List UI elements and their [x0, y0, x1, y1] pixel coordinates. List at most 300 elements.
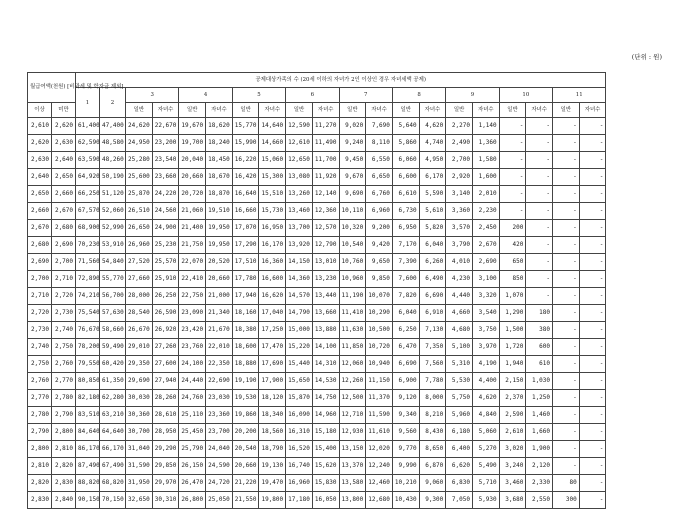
tax-amount-cell: - [553, 152, 580, 169]
tax-amount-cell: - [579, 169, 606, 186]
wage-range-cell: 2,670 [28, 220, 52, 237]
tax-amount-cell: 1,070 [499, 288, 526, 305]
tax-amount-cell: - [526, 288, 553, 305]
tax-amount-cell: 9,200 [366, 220, 393, 237]
wage-range-cell: 2,760 [52, 356, 76, 373]
tax-amount-cell: 15,620 [312, 458, 339, 475]
tax-amount-cell: 380 [526, 322, 553, 339]
tax-amount-cell: 78,200 [76, 339, 100, 356]
tax-amount-cell: - [526, 169, 553, 186]
wage-range-cell: 2,620 [28, 135, 52, 152]
tax-amount-cell: 20,040 [179, 152, 206, 169]
table-row [28, 407, 660, 424]
tax-amount-cell: - [553, 186, 580, 203]
tax-amount-cell: 15,300 [259, 169, 286, 186]
tax-amount-cell: 16,960 [286, 475, 313, 492]
tax-amount-cell: 13,080 [286, 169, 313, 186]
sub-header-general: 일반 [286, 103, 313, 118]
tax-amount-cell: 12,610 [286, 135, 313, 152]
tax-amount-cell: 20,660 [179, 169, 206, 186]
tax-amount-cell: 12,060 [339, 356, 366, 373]
tax-amount-cell: 6,250 [392, 322, 419, 339]
tax-amount-cell: 21,060 [179, 203, 206, 220]
tax-amount-cell: 5,530 [446, 373, 473, 390]
tax-amount-cell: 22,410 [179, 271, 206, 288]
tax-amount-cell: 13,010 [312, 254, 339, 271]
tax-amount-cell: 12,790 [312, 237, 339, 254]
tax-amount-cell: 18,790 [259, 441, 286, 458]
tax-amount-cell: 1,600 [472, 169, 499, 186]
tax-amount-cell: 18,120 [259, 390, 286, 407]
tax-amount-cell: 180 [526, 305, 553, 322]
family-col-3: 3 [126, 88, 179, 103]
tax-amount-cell: 82,180 [76, 390, 100, 407]
tax-amount-cell: 31,950 [126, 475, 153, 492]
tax-amount-cell: 3,750 [472, 322, 499, 339]
tax-amount-cell: 5,820 [419, 220, 446, 237]
tax-amount-cell: 62,280 [100, 390, 126, 407]
tax-amount-cell: 7,820 [392, 288, 419, 305]
tax-amount-cell: 59,490 [100, 339, 126, 356]
tax-amount-cell: - [579, 373, 606, 390]
tax-amount-cell: 13,920 [286, 237, 313, 254]
tax-amount-cell: 21,670 [206, 322, 233, 339]
wage-range-cell: 2,810 [28, 458, 52, 475]
tax-amount-cell: 10,540 [339, 237, 366, 254]
tax-amount-cell: 6,950 [392, 220, 419, 237]
tax-amount-cell: 15,440 [286, 356, 313, 373]
tax-amount-cell: 6,170 [419, 169, 446, 186]
tax-amount-cell: - [553, 305, 580, 322]
family-col-5: 5 [232, 88, 285, 103]
table-row [28, 492, 660, 509]
tax-amount-cell: 12,590 [286, 118, 313, 135]
sub-header-child: 자녀수 [152, 103, 179, 118]
sub-header-general: 일반 [553, 103, 580, 118]
tax-amount-cell: 1,500 [499, 322, 526, 339]
tax-amount-cell: 26,670 [126, 322, 153, 339]
tax-amount-cell: 51,120 [100, 186, 126, 203]
tax-amount-cell: - [499, 169, 526, 186]
tax-amount-cell: 7,560 [419, 356, 446, 373]
tax-amount-cell: 14,960 [312, 407, 339, 424]
tax-amount-cell: 15,400 [312, 441, 339, 458]
tax-amount-cell: 20,720 [179, 186, 206, 203]
wage-range-cell: 2,690 [52, 237, 76, 254]
tax-amount-cell: 14,360 [286, 271, 313, 288]
tax-amount-cell: 22,690 [206, 373, 233, 390]
family-col-1: 1 [76, 88, 100, 118]
tax-amount-cell: 25,050 [206, 492, 233, 509]
tax-amount-cell: 66,250 [76, 186, 100, 203]
tax-amount-cell: 12,570 [312, 220, 339, 237]
tax-amount-cell: 24,720 [206, 475, 233, 492]
tax-amount-cell: - [553, 237, 580, 254]
tax-amount-cell: 2,230 [472, 203, 499, 220]
family-col-11: 11 [553, 88, 606, 103]
tax-amount-cell: 13,370 [339, 458, 366, 475]
tax-amount-cell: 6,060 [392, 152, 419, 169]
tax-amount-cell: 15,730 [259, 203, 286, 220]
wage-range-cell: 2,680 [52, 220, 76, 237]
sub-header-child: 자녀수 [579, 103, 606, 118]
tax-amount-cell: 6,040 [392, 305, 419, 322]
tax-amount-cell: 12,710 [339, 407, 366, 424]
tax-amount-cell: 6,260 [419, 254, 446, 271]
wage-range-cell: 2,740 [52, 322, 76, 339]
tax-amount-cell: 24,900 [152, 220, 179, 237]
tax-amount-cell: 9,300 [419, 492, 446, 509]
tax-amount-cell: 15,870 [286, 390, 313, 407]
table-row [28, 135, 660, 152]
tax-amount-cell: 2,270 [446, 118, 473, 135]
tax-amount-cell: 12,240 [366, 458, 393, 475]
tax-amount-cell: 31,590 [126, 458, 153, 475]
tax-amount-cell: 9,670 [339, 169, 366, 186]
family-col-7: 7 [339, 88, 392, 103]
tax-amount-cell: - [526, 220, 553, 237]
tax-amount-cell: 21,000 [206, 288, 233, 305]
tax-amount-cell: 11,410 [339, 305, 366, 322]
tax-amount-cell: 6,490 [419, 271, 446, 288]
tax-amount-cell: 18,340 [259, 407, 286, 424]
tax-amount-cell: 9,240 [339, 135, 366, 152]
tax-amount-cell: 20,520 [206, 254, 233, 271]
tax-amount-cell: 20,540 [232, 441, 259, 458]
tax-amount-cell: 4,840 [472, 407, 499, 424]
tax-amount-cell: 17,900 [259, 373, 286, 390]
tax-amount-cell: - [579, 220, 606, 237]
tax-amount-cell: 11,610 [366, 424, 393, 441]
tax-amount-cell: 17,070 [232, 220, 259, 237]
tax-amount-cell: 13,700 [286, 220, 313, 237]
tax-amount-cell: 64,640 [100, 424, 126, 441]
wage-range-cell: 2,830 [52, 475, 76, 492]
family-count-header: 공제대상가족의 수 (20세 이하의 자녀가 2인 이상인 경우 자녀세액 공제) [76, 73, 606, 88]
tax-amount-cell: 6,690 [419, 288, 446, 305]
tax-amount-cell: 2,610 [499, 424, 526, 441]
tax-amount-cell: 80 [553, 475, 580, 492]
table-row [28, 356, 660, 373]
tax-amount-cell: 14,640 [259, 118, 286, 135]
tax-amount-cell: 18,450 [206, 152, 233, 169]
tax-amount-cell: 32,650 [126, 492, 153, 509]
tax-amount-cell: 15,770 [232, 118, 259, 135]
tax-amount-cell: 29,970 [152, 475, 179, 492]
tax-amount-cell: 10,430 [392, 492, 419, 509]
family-col-10: 10 [499, 88, 552, 103]
family-col-4: 4 [179, 88, 232, 103]
tax-amount-cell: 25,790 [179, 441, 206, 458]
max-header: 미만 [52, 103, 76, 118]
tax-amount-cell: 3,970 [472, 339, 499, 356]
tax-amount-cell: 24,590 [206, 458, 233, 475]
tax-amount-cell: 17,940 [232, 288, 259, 305]
tax-amount-cell: - [579, 441, 606, 458]
table-row [28, 339, 660, 356]
tax-amount-cell: 16,090 [286, 407, 313, 424]
tax-amount-cell: 4,740 [419, 135, 446, 152]
tax-amount-cell: 420 [499, 237, 526, 254]
wage-range-cell: 2,750 [28, 356, 52, 373]
sub-header-general: 일반 [499, 103, 526, 118]
tax-amount-cell: 4,680 [446, 322, 473, 339]
tax-amount-cell: 22,670 [152, 118, 179, 135]
tax-amount-cell: 26,800 [179, 492, 206, 509]
tax-amount-cell: 29,290 [152, 441, 179, 458]
tax-amount-cell: 18,240 [206, 135, 233, 152]
family-col-2: 2 [100, 88, 126, 118]
table-row [28, 203, 660, 220]
tax-amount-cell: - [499, 203, 526, 220]
wage-range-cell: 2,810 [52, 441, 76, 458]
tax-amount-cell: 19,800 [259, 492, 286, 509]
tax-amount-cell: - [499, 135, 526, 152]
tax-amount-cell: 10,070 [366, 288, 393, 305]
tax-amount-cell: 28,950 [152, 424, 179, 441]
tax-amount-cell: 11,150 [366, 373, 393, 390]
table-row [28, 152, 660, 169]
tax-amount-cell: 610 [526, 356, 553, 373]
tax-amount-cell: 9,770 [392, 441, 419, 458]
tax-amount-cell: 16,360 [259, 254, 286, 271]
tax-amount-cell: 5,710 [472, 475, 499, 492]
tax-amount-cell: 10,110 [339, 203, 366, 220]
tax-amount-cell: 18,870 [206, 186, 233, 203]
tax-amount-cell: 14,790 [286, 305, 313, 322]
tax-amount-cell: - [553, 169, 580, 186]
tax-amount-cell: 15,510 [259, 186, 286, 203]
wage-range-cell: 2,710 [52, 271, 76, 288]
tax-amount-cell: - [579, 390, 606, 407]
tax-amount-cell: 12,680 [366, 492, 393, 509]
tax-amount-cell: 5,930 [472, 492, 499, 509]
tax-amount-cell: 1,030 [526, 373, 553, 390]
table-row [28, 373, 660, 390]
tax-amount-cell: 86,170 [76, 441, 100, 458]
sub-header-child: 자녀수 [206, 103, 233, 118]
tax-amount-cell: 16,660 [232, 203, 259, 220]
tax-amount-cell: 24,760 [179, 390, 206, 407]
tax-amount-cell: 3,320 [472, 288, 499, 305]
tax-amount-cell: 50,190 [100, 169, 126, 186]
unit-label: (단위 : 원) [631, 53, 662, 61]
tax-amount-cell: 6,550 [366, 152, 393, 169]
tax-amount-cell: 26,150 [179, 458, 206, 475]
tax-amount-cell: 12,360 [312, 203, 339, 220]
tax-amount-cell: 25,870 [126, 186, 153, 203]
tax-amount-cell: 26,650 [126, 220, 153, 237]
tax-amount-cell: 7,600 [392, 271, 419, 288]
wage-range-cell: 2,680 [28, 237, 52, 254]
tax-amount-cell: - [526, 135, 553, 152]
tax-amount-cell: 1,660 [526, 424, 553, 441]
tax-amount-cell: 29,850 [152, 458, 179, 475]
sub-header-child: 자녀수 [472, 103, 499, 118]
tax-amount-cell: 11,920 [312, 169, 339, 186]
tax-amount-cell: 60,420 [100, 356, 126, 373]
tax-amount-cell: 66,170 [100, 441, 126, 458]
tax-amount-cell: 88,820 [76, 475, 100, 492]
tax-amount-cell: 26,920 [152, 322, 179, 339]
table-row [28, 254, 660, 271]
tax-amount-cell: 71,560 [76, 254, 100, 271]
tax-amount-cell: 11,850 [339, 339, 366, 356]
tax-amount-cell: 6,690 [392, 356, 419, 373]
tax-amount-cell: 83,510 [76, 407, 100, 424]
tax-amount-cell: 4,400 [472, 373, 499, 390]
tax-amount-cell: 30,030 [126, 390, 153, 407]
tax-amount-cell: 8,000 [419, 390, 446, 407]
tax-amount-cell: 15,220 [286, 339, 313, 356]
tax-amount-cell: 19,860 [232, 407, 259, 424]
wage-range-cell: 2,800 [52, 424, 76, 441]
tax-amount-cell: 5,060 [472, 424, 499, 441]
tax-amount-cell: 17,250 [259, 322, 286, 339]
tax-amount-cell: 2,490 [446, 135, 473, 152]
tax-amount-cell: 14,660 [259, 135, 286, 152]
tax-amount-cell: 13,880 [312, 322, 339, 339]
tax-amount-cell: - [579, 356, 606, 373]
wage-range-cell: 2,790 [28, 424, 52, 441]
tax-amount-cell: 23,360 [206, 407, 233, 424]
family-col-9: 9 [446, 88, 499, 103]
tax-amount-cell: 23,420 [179, 322, 206, 339]
tax-amount-cell: 21,550 [232, 492, 259, 509]
sub-header-general: 일반 [126, 103, 153, 118]
tax-amount-cell: 10,210 [392, 475, 419, 492]
tax-amount-cell: 17,780 [232, 271, 259, 288]
tax-amount-cell: 18,380 [232, 322, 259, 339]
tax-amount-cell: 25,450 [179, 424, 206, 441]
tax-amount-cell: 52,060 [100, 203, 126, 220]
tax-amount-cell: 23,660 [152, 169, 179, 186]
wage-range-cell: 2,640 [28, 169, 52, 186]
tax-amount-cell: 850 [499, 271, 526, 288]
tax-amount-cell: 68,900 [76, 220, 100, 237]
tax-amount-cell: 18,880 [232, 356, 259, 373]
tax-amount-cell: 15,830 [312, 475, 339, 492]
tax-amount-cell: 25,600 [126, 169, 153, 186]
tax-amount-cell: 6,470 [392, 339, 419, 356]
tax-amount-cell: - [526, 271, 553, 288]
tax-amount-cell: 6,760 [366, 186, 393, 203]
wage-range-cell: 2,710 [28, 288, 52, 305]
tax-amount-cell: 27,260 [152, 339, 179, 356]
tax-amount-cell: 87,490 [76, 458, 100, 475]
tax-amount-cell: 12,500 [339, 390, 366, 407]
tax-amount-cell: 9,690 [339, 186, 366, 203]
min-header: 이상 [28, 103, 52, 118]
tax-amount-cell: 5,860 [392, 135, 419, 152]
wage-range-cell: 2,760 [28, 373, 52, 390]
family-col-8: 8 [392, 88, 445, 103]
tax-amount-cell: 3,540 [472, 305, 499, 322]
tax-amount-cell: 200 [499, 220, 526, 237]
tax-amount-cell: 30,700 [126, 424, 153, 441]
tax-amount-cell: 61,400 [76, 118, 100, 135]
tax-amount-cell: 20,200 [232, 424, 259, 441]
tax-amount-cell: 600 [526, 339, 553, 356]
table-row [28, 237, 660, 254]
tax-amount-cell: 10,290 [366, 305, 393, 322]
wage-range-cell: 2,780 [28, 407, 52, 424]
tax-amount-cell: 79,550 [76, 356, 100, 373]
tax-amount-cell: 7,690 [366, 118, 393, 135]
tax-amount-cell: 75,540 [76, 305, 100, 322]
tax-amount-cell: 2,700 [446, 152, 473, 169]
tax-amount-cell: 1,940 [499, 356, 526, 373]
tax-amount-cell: 15,060 [259, 152, 286, 169]
tax-amount-cell: - [553, 220, 580, 237]
table-row [28, 424, 660, 441]
tax-amount-cell: 6,730 [392, 203, 419, 220]
wage-range-header: 월급여액(천원) [비과세 및 학자금 제외] [28, 73, 76, 103]
tax-amount-cell: - [499, 118, 526, 135]
tax-amount-cell: 20,660 [232, 458, 259, 475]
tax-amount-cell: 15,180 [312, 424, 339, 441]
tax-amount-cell: 6,910 [419, 305, 446, 322]
tax-amount-cell: 7,390 [392, 254, 419, 271]
tax-amount-cell: 53,910 [100, 237, 126, 254]
tax-amount-cell: - [579, 152, 606, 169]
tax-amount-cell: 21,400 [179, 220, 206, 237]
tax-amount-cell: - [553, 322, 580, 339]
tax-amount-cell: 16,170 [259, 237, 286, 254]
tax-amount-cell: 58,660 [100, 322, 126, 339]
tax-amount-cell: 1,720 [499, 339, 526, 356]
tax-amount-cell: 11,370 [366, 390, 393, 407]
tax-amount-cell: 19,950 [206, 237, 233, 254]
tax-amount-cell: 27,660 [126, 271, 153, 288]
wage-range-cell: 2,770 [52, 373, 76, 390]
tax-amount-cell: 10,960 [339, 271, 366, 288]
family-col-6: 6 [286, 88, 339, 103]
table-body [28, 118, 660, 509]
table-row [28, 169, 660, 186]
tax-amount-cell: 1,580 [472, 152, 499, 169]
tax-amount-cell: 6,870 [419, 458, 446, 475]
sub-header-child: 자녀수 [312, 103, 339, 118]
tax-amount-cell: - [553, 441, 580, 458]
tax-amount-cell: 48,260 [100, 152, 126, 169]
tax-amount-cell: 84,640 [76, 424, 100, 441]
tax-amount-cell: 23,540 [152, 152, 179, 169]
tax-amount-cell: 19,670 [179, 118, 206, 135]
tax-amount-cell: 4,660 [446, 305, 473, 322]
tax-amount-cell: 52,990 [100, 220, 126, 237]
sub-header-general: 일반 [232, 103, 259, 118]
sub-header-general: 일반 [179, 103, 206, 118]
tax-amount-cell: 13,800 [339, 492, 366, 509]
wage-range-cell: 2,830 [28, 492, 52, 509]
tax-amount-cell: 22,010 [206, 339, 233, 356]
tax-amount-cell: 17,290 [232, 237, 259, 254]
tax-amount-cell: - [579, 322, 606, 339]
tax-amount-cell: 80,850 [76, 373, 100, 390]
tax-amount-cell: 19,530 [232, 390, 259, 407]
tax-amount-cell: 3,100 [472, 271, 499, 288]
tax-amount-cell: 68,820 [100, 475, 126, 492]
tax-amount-cell: - [579, 288, 606, 305]
wage-range-cell: 2,720 [52, 288, 76, 305]
tax-amount-cell: - [579, 407, 606, 424]
wage-range-cell: 2,800 [28, 441, 52, 458]
tax-amount-cell: 14,570 [286, 288, 313, 305]
table-row [28, 322, 660, 339]
wage-range-cell: 2,610 [28, 118, 52, 135]
wage-range-cell: 2,620 [52, 118, 76, 135]
